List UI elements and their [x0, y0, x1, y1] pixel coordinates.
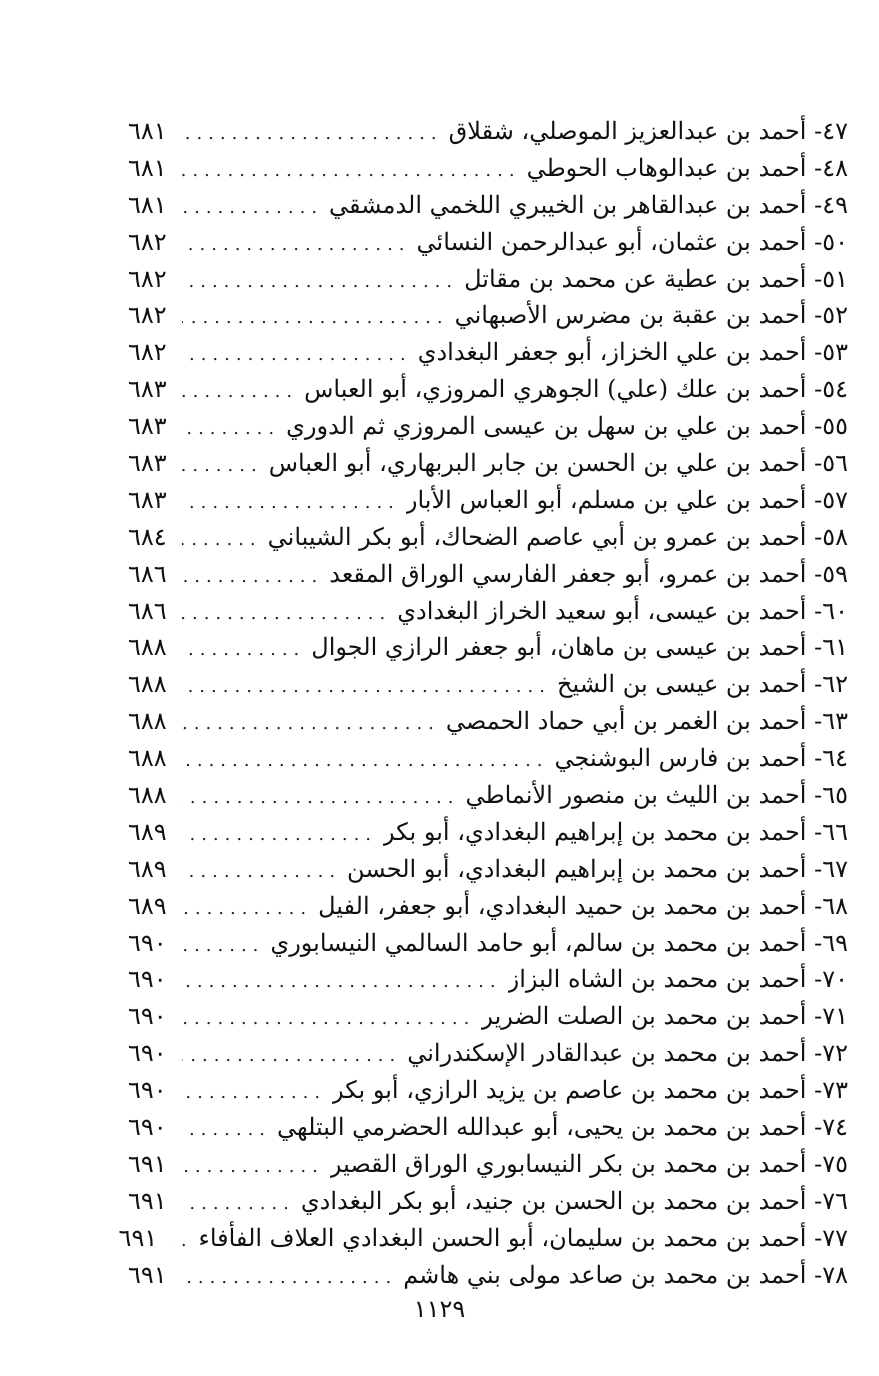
- entry-page-number: ٦٨٩: [128, 891, 167, 920]
- toc-entry: [128, 925, 848, 962]
- dot-leader: [182, 531, 262, 549]
- dot-leader: [182, 973, 502, 991]
- entry-number: ٦٨-: [814, 891, 848, 920]
- entry-page-number: ٦٨٩: [128, 854, 167, 883]
- entry-number: ٥٥-: [814, 412, 848, 441]
- toc-entry: [128, 851, 848, 888]
- entry-title: أحمد بن محمد بن سالم، أبو حامد السالمي النيسابوري: [270, 928, 807, 957]
- entry-title: أحمد بن عقبة بن مضرس الأصبهاني: [454, 301, 807, 330]
- page-number: ١١٢٩: [413, 1295, 466, 1323]
- entry-title: أحمد بن فارس البوشنجي: [554, 744, 807, 773]
- entry-page-number: ٦٨٢: [128, 264, 167, 293]
- dot-leader: [182, 641, 305, 659]
- dot-leader: [182, 494, 400, 512]
- dot-leader: [182, 457, 263, 475]
- entry-title: أحمد بن عيسى بن ماهان، أبو جعفر الرازي الجوال: [311, 633, 807, 662]
- dot-leader: [182, 1158, 324, 1176]
- toc-entry: [128, 777, 848, 814]
- toc-entry: [128, 666, 848, 703]
- toc-entry: [128, 814, 848, 851]
- entry-title: أحمد بن محمد بن إبراهيم البغدادي، أبو الحسن: [347, 854, 807, 883]
- entry-number: ٧٤-: [814, 1113, 848, 1142]
- entry-page-number: ٦٨٨: [128, 781, 167, 810]
- entry-title: أحمد بن محمد بن إبراهيم البغدادي، أبو بكر: [383, 817, 807, 846]
- toc-entry: [128, 113, 848, 150]
- entry-number: ٦٢-: [814, 670, 848, 699]
- dot-leader: [182, 715, 440, 733]
- toc-entry: [128, 408, 848, 445]
- entry-number: ٦٩-: [814, 928, 848, 957]
- entry-page-number: ٦٨٦: [128, 596, 167, 625]
- entry-number: ٧٧-: [814, 1223, 848, 1252]
- entry-title: أحمد بن عمرو، أبو جعفر الفارسي الوراق المقعد: [329, 559, 807, 588]
- dot-leader: [173, 1232, 193, 1250]
- entry-page-number: ٦٨٨: [128, 670, 167, 699]
- dot-leader: [182, 937, 264, 955]
- toc-entry: [128, 224, 848, 261]
- entry-title: أحمد بن محمد بن الحسن بن جنيد، أبو بكر البغدادي: [300, 1186, 807, 1215]
- entry-page-number: ٦٨٨: [128, 707, 167, 736]
- entry-title: أحمد بن عبدالقاهر بن الخيبري اللخمي الدمشقي: [329, 190, 807, 219]
- entry-page-number: ٦٨٤: [128, 522, 167, 551]
- entry-number: ٥١-: [814, 264, 848, 293]
- toc-entry: [128, 482, 848, 519]
- toc-entry: [128, 593, 848, 630]
- entry-number: ٥٠-: [814, 227, 848, 256]
- entry-number: ٥٤-: [814, 375, 848, 404]
- entry-page-number: ٦٨٢: [128, 227, 167, 256]
- entry-number: ٧٠-: [814, 965, 848, 994]
- entry-number: ٧٦-: [814, 1186, 848, 1215]
- entry-title: أحمد بن الليث بن منصور الأنماطي: [465, 781, 807, 810]
- dot-leader: [182, 826, 377, 844]
- entry-title: أحمد بن محمد بن سليمان، أبو الحسن البغدادي العلاف الفأفاء: [198, 1223, 807, 1252]
- dot-leader: [182, 199, 323, 217]
- toc-entry: [128, 629, 848, 666]
- dot-leader: [182, 1269, 397, 1287]
- toc-entry: [128, 888, 848, 925]
- entry-page-number: ٦٨٦: [128, 559, 167, 588]
- entry-number: ٥٨-: [814, 522, 848, 551]
- entry-title: أحمد بن محمد بن حميد البغدادي، أبو جعفر، الفيل: [318, 891, 807, 920]
- entry-number: ٥٩-: [814, 559, 848, 588]
- toc-entry: [128, 1035, 848, 1072]
- entry-title: أحمد بن محمد بن بكر النيسابوري الوراق القصير: [329, 1149, 807, 1178]
- entry-page-number: ٦٨٢: [128, 338, 167, 367]
- entry-page-number: ٦٩١: [118, 1223, 158, 1252]
- dot-leader: [182, 162, 521, 180]
- entry-title: أحمد بن عطية عن محمد بن مقاتل: [464, 264, 807, 293]
- toc-entry: [128, 445, 848, 482]
- entry-number: ٤٩-: [814, 190, 848, 219]
- dot-leader: [182, 605, 391, 623]
- entry-title: أحمد بن عمرو بن أبي عاصم الضحاك، أبو بكر الشيباني: [267, 522, 807, 551]
- dot-leader: [182, 1010, 475, 1028]
- entry-number: ٦٣-: [814, 707, 848, 736]
- entry-page-number: ٦٩٠: [128, 1076, 167, 1105]
- dot-leader: [182, 346, 412, 364]
- entry-title: أحمد بن علي بن مسلم، أبو العباس الأبار: [405, 485, 807, 514]
- dot-leader: [182, 420, 280, 438]
- entry-page-number: ٦٩٠: [128, 1002, 167, 1031]
- entry-page-number: ٦٩١: [128, 1149, 167, 1178]
- toc-entry: [128, 1257, 848, 1294]
- toc-entry: [128, 187, 848, 224]
- dot-leader: [182, 383, 298, 401]
- entry-number: ٤٨-: [814, 153, 848, 182]
- entry-page-number: ٦٨١: [128, 190, 167, 219]
- entry-number: ٦٠-: [814, 596, 848, 625]
- entry-number: ٤٧-: [814, 117, 848, 145]
- entry-number: ٥٧-: [814, 485, 848, 514]
- dot-leader: [182, 900, 312, 918]
- toc-entry: [128, 1183, 848, 1220]
- entry-title: أحمد بن محمد بن يحيى، أبو عبدالله الحضرمي البتلهي: [277, 1113, 807, 1142]
- entry-page-number: ٦٩٠: [128, 965, 167, 994]
- entry-page-number: ٦٨١: [128, 117, 167, 145]
- toc-entry: [128, 1146, 848, 1183]
- entry-number: ٥٦-: [814, 449, 848, 478]
- entry-title: أحمد بن عيسى، أبو سعيد الخراز البغدادي: [397, 596, 807, 625]
- dot-leader: [182, 863, 341, 881]
- toc-entry: [118, 1220, 848, 1257]
- entry-number: ٦١-: [814, 633, 848, 662]
- entry-page-number: ٦٩٠: [128, 1039, 167, 1068]
- entry-page-number: ٦٩١: [128, 1260, 167, 1289]
- toc-entry: [128, 334, 848, 371]
- entry-number: ٦٧-: [814, 854, 848, 883]
- entry-title: أحمد بن محمد بن عاصم بن يزيد الرازي، أبو بكر: [332, 1076, 807, 1105]
- entry-page-number: ٦٩١: [128, 1186, 167, 1215]
- entry-number: ٥٣-: [814, 338, 848, 367]
- entry-title: أحمد بن عبدالعزيز الموصلي، شقلاق: [448, 117, 807, 145]
- entry-page-number: ٦٨٣: [128, 375, 167, 404]
- entry-number: ٧٢-: [814, 1039, 848, 1068]
- entry-title: أحمد بن محمد بن الصلت الضرير: [481, 1002, 807, 1031]
- dot-leader: [182, 236, 411, 254]
- entry-title: أحمد بن الغمر بن أبي حماد الحمصي: [445, 707, 807, 736]
- table-of-contents: [118, 113, 848, 1294]
- entry-title: أحمد بن محمد بن صاعد مولى بني هاشم: [403, 1260, 807, 1289]
- entry-number: ٧٨-: [814, 1260, 848, 1289]
- toc-entry: [128, 556, 848, 593]
- toc-entry: [128, 261, 848, 298]
- entry-title: أحمد بن محمد بن عبدالقادر الإسكندراني: [407, 1039, 807, 1068]
- toc-entry: [128, 998, 848, 1035]
- toc-entry: [128, 1072, 848, 1109]
- entry-title: أحمد بن علي الخزاز، أبو جعفر البغدادي: [417, 338, 807, 367]
- entry-number: ٦٤-: [814, 744, 848, 773]
- dot-leader: [182, 1084, 326, 1102]
- entry-page-number: ٦٨٨: [128, 744, 167, 773]
- dot-leader: [182, 752, 549, 770]
- dot-leader: [182, 125, 443, 143]
- entry-page-number: ٦٨٢: [128, 301, 167, 330]
- entry-page-number: ٦٨٩: [128, 817, 167, 846]
- dot-leader: [182, 568, 323, 586]
- dot-leader: [182, 309, 449, 327]
- entry-page-number: ٦٨٣: [128, 412, 167, 441]
- entry-number: ٦٦-: [814, 817, 848, 846]
- entry-page-number: ٦٨٣: [128, 485, 167, 514]
- toc-entry: [128, 150, 848, 187]
- dot-leader: [182, 678, 551, 696]
- entry-page-number: ٦٨٨: [128, 633, 167, 662]
- entry-number: ٧٥-: [814, 1149, 848, 1178]
- toc-entry: [128, 297, 848, 334]
- toc-entry: [128, 371, 848, 408]
- entry-page-number: ٦٨١: [128, 153, 167, 182]
- entry-title: أحمد بن علك (علي) الجوهري المروزي، أبو العباس: [304, 375, 807, 404]
- entry-page-number: ٦٨٣: [128, 449, 167, 478]
- entry-number: ٥٢-: [814, 301, 848, 330]
- entry-number: ٧٣-: [814, 1076, 848, 1105]
- entry-number: ٦٥-: [814, 781, 848, 810]
- dot-leader: [182, 1195, 295, 1213]
- entry-title: أحمد بن عبدالوهاب الحوطي: [526, 153, 807, 182]
- toc-entry: [128, 1109, 848, 1146]
- dot-leader: [182, 273, 458, 291]
- entry-title: أحمد بن عثمان، أبو عبدالرحمن النسائي: [416, 227, 807, 256]
- entry-page-number: ٦٩٠: [128, 928, 167, 957]
- dot-leader: [182, 789, 459, 807]
- entry-title: أحمد بن محمد بن الشاه البزاز: [507, 965, 807, 994]
- toc-entry: [128, 740, 848, 777]
- toc-entry: [128, 703, 848, 740]
- dot-leader: [182, 1047, 401, 1065]
- toc-entry: [128, 519, 848, 556]
- entry-number: ٧١-: [814, 1002, 848, 1031]
- entry-title: أحمد بن علي بن الحسن بن جابر البربهاري، أبو العباس: [268, 449, 807, 478]
- entry-title: أحمد بن علي بن سهل بن عيسى المروزي ثم الدوري: [286, 412, 807, 441]
- entry-page-number: ٦٩٠: [128, 1113, 167, 1142]
- dot-leader: [182, 1121, 271, 1139]
- toc-entry: [128, 961, 848, 998]
- entry-title: أحمد بن عيسى بن الشيخ: [556, 670, 807, 699]
